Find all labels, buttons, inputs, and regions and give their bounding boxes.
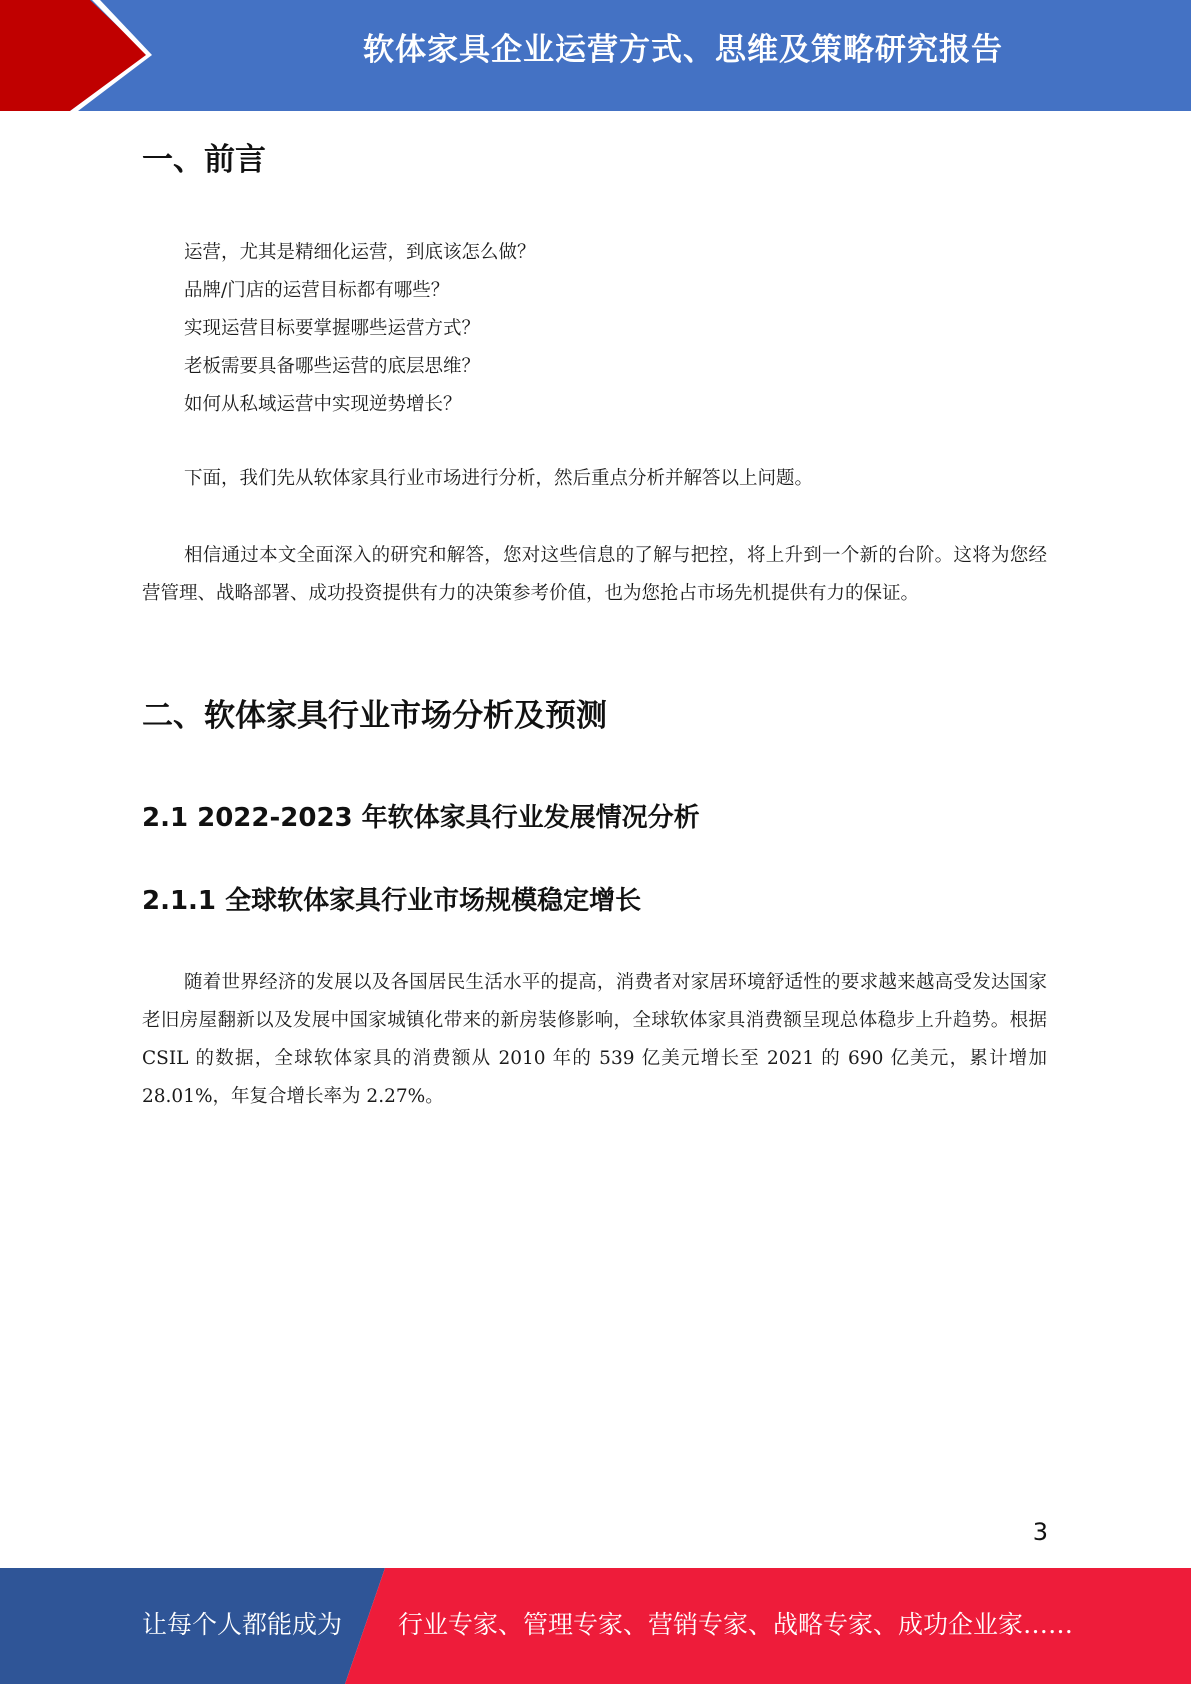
header-chevron-decoration [0, 0, 160, 111]
preface-question: 运营，尤其是精细化运营，到底该怎么做？ [184, 242, 536, 263]
preface-paragraph-intro: 下面，我们先从软体家具行业市场进行分析，然后重点分析并解答以上问题。 [184, 468, 814, 489]
preface-question: 如何从私域运营中实现逆势增长？ [184, 394, 462, 415]
market-subsubheading: 2.1.1 全球软体家具行业市场规模稳定增长 [142, 886, 642, 916]
market-subheading: 2.1 2022-2023 年软体家具行业发展情况分析 [142, 803, 700, 833]
preface-heading: 一、前言 [142, 142, 266, 178]
preface-paragraph-value: 相信通过本文全面深入的研究和解答，您对这些信息的了解与把控，将上升到一个新的台阶。这将为您经营管理、战略部署、成功投资提供有力的决策参考价值，也为您抢占市场先机提供有力的保证。 [142, 545, 1047, 604]
footer-slogan-left: 让每个人都能成为 [142, 1610, 343, 1639]
preface-question: 实现运营目标要掌握哪些运营方式？ [184, 318, 481, 339]
page-number: 3 [1032, 1518, 1048, 1546]
page-footer [0, 1568, 1191, 1684]
report-title: 软体家具企业运营方式、思维及策略研究报告 [363, 32, 1003, 68]
preface-question: 老板需要具备哪些运营的底层思维？ [184, 356, 481, 377]
footer-slogan-right: 行业专家、管理专家、营销专家、战略专家、成功企业家…… [398, 1610, 1074, 1639]
preface-question: 品牌/门店的运营目标都有哪些？ [184, 280, 450, 301]
market-heading: 二、软体家具行业市场分析及预测 [142, 698, 607, 734]
market-paragraph: 随着世界经济的发展以及各国居民生活水平的提高，消费者对家居环境舒适性的要求越来越高受发达国家老旧房屋翻新以及发展中国家城镇化带来的新房装修影响，全球软体家具消费额呈现总体稳步上升趋势。根据 CSIL 的数据，全球软体家具的消费额从 2010 年的 539 亿美元增长至 2021 的 690 亿美元，累计增加 28.01%，年复合增长率为 2.27%。 [142, 972, 1047, 1107]
page-header [0, 0, 1191, 111]
